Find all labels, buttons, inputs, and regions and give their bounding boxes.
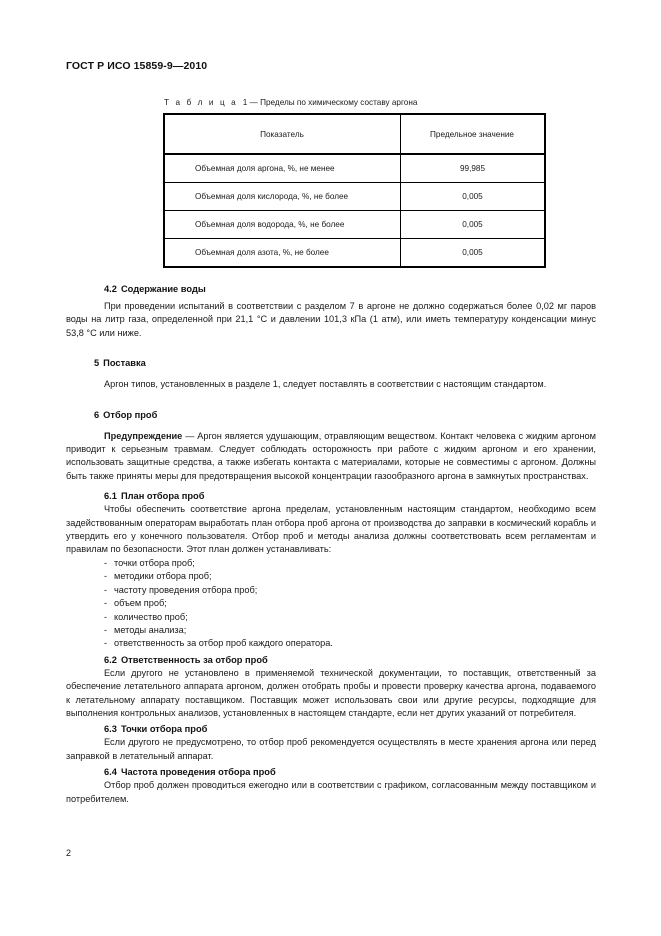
- list-item-label: частоту проведения отбора проб;: [114, 584, 258, 595]
- section-warning-6: [66, 430, 596, 484]
- table-caption-label: Т а б л и ц а: [164, 98, 238, 107]
- section-heading-4-2: [66, 284, 596, 294]
- section-heading-5: [66, 358, 596, 368]
- bullet-marker: -: [104, 557, 108, 568]
- section-number: 6.1: [104, 491, 117, 502]
- warning-body: Аргон является удушающим, отравляющим веществом. Контакт человека с жидким аргоном приводит к серьезным травмам. Следует соблюдать осторожность при работе с жидким аргоном и его хранении, использовать защитные средства, а также избегать контакта с материалами, которые не совместимы с аргоном. Должны быть также приняты меры для предотвращения высокой концентрации газообразного аргона в замкнутых пространствах.: [66, 430, 596, 481]
- table-cell-indicator: Объемная доля водорода, %, не более: [164, 211, 401, 239]
- table-row: [164, 211, 545, 239]
- table-row: [164, 239, 545, 268]
- section-title: Поставка: [103, 358, 146, 369]
- list-item-label: точки отбора проб;: [114, 557, 195, 568]
- bullet-marker: -: [104, 571, 108, 582]
- table-caption-dash: —: [249, 98, 258, 107]
- table-cell-value: 0,005: [401, 183, 546, 211]
- list-item: [66, 557, 596, 570]
- table-row: [164, 183, 545, 211]
- list-item-label: методы анализа;: [114, 624, 187, 635]
- bullet-marker: -: [104, 624, 108, 635]
- section-title: План отбора проб: [120, 491, 205, 502]
- table-cell-indicator: Объемная доля аргона, %, не менее: [164, 154, 401, 183]
- page-content: [66, 0, 596, 806]
- section-title: Точки отбора проб: [120, 724, 208, 735]
- section-body-6-1: Чтобы обеспечить соответствие аргона пределам, установленным настоящим стандартом, необходимо всем задействованным операторам выработать план отбора проб аргона от производства до заправки в космический корабль и утвердить его у конечного пользователя. Отбор проб и методы анализа должны соответствовать всем регламентам и правилам по безопасности. Этот план должен устанавливать:: [66, 504, 596, 555]
- table-column-header-limit: Предельное значение: [401, 114, 546, 154]
- section-number: 6.4: [104, 767, 117, 778]
- limits-table: [163, 113, 546, 268]
- list-item-label: ответственность за отбор проб каждого оператора.: [114, 638, 333, 649]
- list-item: [66, 597, 596, 610]
- list-item-label: объем проб;: [114, 598, 167, 609]
- warning-dash: —: [185, 430, 195, 441]
- warning-label: Предупреждение: [104, 430, 183, 441]
- table-head: [164, 114, 545, 154]
- section-body-4-2: При проведении испытаний в соответствии с разделом 7 в аргоне не должно содержаться более 0,02 мг паров воды на литр газа, определенной при 21,1 °С и давлении 101,3 кПа (1 атм), или иметь температуру конденсации минус 53,8 °С или ниже.: [66, 301, 596, 338]
- section-number: 5: [94, 358, 100, 369]
- section-heading-6-4: [66, 767, 596, 777]
- section-body-6-2: Если другого не установлено в применяемой технической документации, то поставщик, ответственный за обеспечение летательного аппарата аргоном, должен отобрать пробы и провести проверку качества аргона, подаваемого к летательному аппарату поставщиком. Поставщик может использовать свои или другие ресурсы, подходящие для выполнения контрольных анализов, установленных в настоящем стандарте, если нет других указаний от потребителя.: [66, 667, 596, 718]
- table-cell-value: 99,985: [401, 154, 546, 183]
- section-heading-6-1: [66, 491, 596, 501]
- section-heading-6-3: [66, 724, 596, 734]
- list-item: [66, 637, 596, 650]
- table-cell-value: 0,005: [401, 239, 546, 268]
- table-cell-indicator: Объемная доля азота, %, не более: [164, 239, 401, 268]
- section-number: 6: [94, 409, 100, 420]
- section-number: 4.2: [104, 284, 117, 294]
- table-caption-title: Пределы по химическому составу аргона: [260, 98, 418, 107]
- list-item: [66, 570, 596, 583]
- table-column-header-indicator: Показатель: [164, 114, 401, 154]
- list-item-label: количество проб;: [114, 611, 188, 622]
- section-body-5: Аргон типов, установленных в разделе 1, следует поставлять в соответствии с настоящим стандартом.: [104, 379, 547, 390]
- limits-table-wrapper: [66, 113, 596, 268]
- bullet-marker: -: [104, 584, 108, 595]
- bullet-marker: -: [104, 638, 108, 649]
- section-title: Ответственность за отбор проб: [120, 654, 268, 665]
- section-heading-6: [66, 410, 596, 420]
- page-number: 2: [66, 848, 72, 858]
- table-body: [164, 154, 545, 267]
- list-item: [66, 611, 596, 624]
- section-number: 6.3: [104, 724, 117, 735]
- table-caption: [164, 98, 596, 107]
- section-title: Частота проведения отбора проб: [120, 767, 276, 778]
- section-body-6-4: Отбор проб должен проводиться ежегодно или в соответствии с графиком, согласованным между поставщиком и потребителем.: [66, 780, 596, 804]
- sampling-plan-list: [66, 557, 596, 651]
- list-item: [66, 624, 596, 637]
- section-title: Отбор проб: [103, 409, 158, 420]
- document-header: ГОСТ Р ИСО 15859-9—2010: [66, 60, 208, 72]
- table-cell-indicator: Объемная доля кислорода, %, не более: [164, 183, 401, 211]
- table-row: [164, 154, 545, 183]
- section-heading-6-2: [66, 655, 596, 665]
- section-body-6-3: Если другого не предусмотрено, то отбор проб рекомендуется осуществлять в месте хранения аргона или перед заправкой в летательный аппарат.: [66, 737, 596, 761]
- section-number: 6.2: [104, 654, 117, 665]
- table-cell-value: 0,005: [401, 211, 546, 239]
- bullet-marker: -: [104, 611, 108, 622]
- table-caption-number: 1: [242, 98, 248, 107]
- section-title: Содержание воды: [120, 284, 206, 294]
- list-item: [66, 584, 596, 597]
- table-header-row: [164, 114, 545, 154]
- bullet-marker: -: [104, 598, 108, 609]
- list-item-label: методики отбора проб;: [114, 571, 212, 582]
